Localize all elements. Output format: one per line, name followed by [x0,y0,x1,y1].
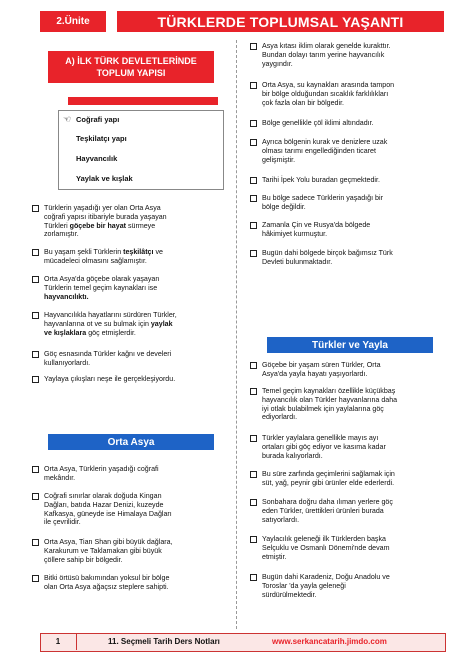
checkbox-bullet-icon [250,435,257,442]
text-line: kullanıyorlardı. [44,358,91,367]
list-item [250,434,450,460]
text-line: olması tarımı engellediğinden ticaret [262,146,376,155]
course-title: 11. Seçmeli Tarih Ders Notları [108,637,220,646]
section-a-heading-line1: A) İLK TÜRK DEVLETLERİNDE [65,56,197,66]
checkbox-bullet-icon [250,177,257,184]
list-item [250,221,450,239]
text-line: coğrafi yapısı itibariyle burada yaşayan [44,212,167,221]
text-line: bölge değildir. [262,202,306,211]
text-line: Temel geçim kaynakları özellikle küçükbaş [262,387,396,395]
list-item [250,361,450,379]
text-line: hâkimiyet kurmuştur. [262,229,328,238]
checkbox-bullet-icon [250,82,257,89]
text-line: Orta Asya, su kaynakları arasında tampon [262,81,395,89]
list-item [32,248,232,266]
text-line: Orta Asya, Tian Shan gibi büyük dağlara, [44,538,173,546]
checkbox-bullet-icon [32,249,39,256]
text-line: iyi otlak bulabilmek için yaylalarına göç [262,404,384,413]
list-item [32,204,232,239]
text-line: Dağları, batıda Hazar Denizi, kuzeyde [44,500,164,509]
website-link[interactable]: www.serkancatarih.jimdo.com [272,637,387,646]
list-item [32,492,232,527]
checkbox-bullet-icon [32,466,39,473]
text-line: Sonbahara doğru daha ılıman yerlere göç [262,498,393,506]
list-item [250,387,450,422]
text-line: Bundan dolayı tarım yerine hayvancılık [262,50,385,59]
text-line: Asya kıtası iklim olarak genelde kurakttır. [262,42,391,50]
text-line: Göç esnasında Türkler kağnı ve develeri [44,350,172,358]
text-line: ortaları gibi göç ediyor ve kasıma kadar [262,442,386,451]
text-line: Bu yaşam şekli Türklerin teşkilâtçı ve [44,248,163,256]
text-line: Bugün dahi Karadeniz, Doğu Anadolu ve [262,573,390,581]
checkbox-bullet-icon [250,471,257,478]
text-line: Zamanla Çin ve Rusya'da bölgede [262,221,371,229]
text-line: eden Türkler, ürettikleri ürünleri burada [262,506,384,515]
checkbox-bullet-icon [32,351,39,358]
topic-list-box [58,110,224,190]
list-item [250,81,450,107]
text-line: Bu süre zarfında geçimlerini sağlamak için [262,470,395,478]
pointing-hand-icon: ☜ [63,114,72,124]
checkbox-bullet-icon [32,493,39,500]
checkbox-bullet-icon [250,120,257,127]
text-line: Göçebe bir yaşam süren Türkler, Orta [262,361,381,369]
text-line: Hayvancılıkla hayatlarını sürdüren Türkler, [44,311,177,319]
list-item [250,194,450,212]
text-line: gelişmiştir. [262,155,296,164]
column-divider [236,40,237,629]
checkbox-bullet-icon [250,139,257,146]
checkbox-bullet-icon [32,575,39,582]
list-item [32,375,232,384]
text-line: bir bölge olduğundan sıcaklık farklılıkları [262,89,389,98]
checkbox-bullet-icon [250,388,257,395]
section-a-heading-line2: TOPLUM YAPISI [96,68,166,78]
list-item [250,249,450,267]
text-line: Bu bölge sadece Türklerin yaşadığı bir [262,194,383,202]
text-line: çok fazla olan bir bölgedir. [262,98,345,107]
text-line: Karakurum ve Taklamakan gibi büyük [44,546,162,555]
text-line: Türklerin temel geçim kaynakları ise [44,283,158,292]
text-line: çöllere sahip bir bölgedir. [44,555,123,564]
text-line: süt, yağ, peynir gibi ürünler elde ederlerdi. [262,478,395,487]
list-item [250,176,450,185]
list-item [250,42,450,68]
list-item [250,498,450,524]
text-line: hayvancılıktı. [44,292,89,301]
text-line: Ayrıca bölgenin kurak ve denizlere uzak [262,138,388,146]
text-line: Türkler yaylalara genellikle mayıs ayı [262,434,379,442]
section-yayla-heading: Türkler ve Yayla [267,337,433,353]
text-line: ile çevrilidir. [44,518,81,527]
checkbox-bullet-icon [250,574,257,581]
text-line: Toroslar 'da yayla geleneği [262,581,346,590]
list-item [250,119,450,128]
text-line: mücadeleci olmasını sağlamıştır. [44,256,147,265]
list-item [32,350,232,368]
text-line: burada kalıyorlardı. [262,451,323,460]
list-item [32,465,232,483]
topic-item: Coğrafi yapı [76,115,120,124]
text-line: Coğrafi sınırlar olarak doğuda Kingan [44,492,162,500]
text-line: yaygındır. [262,59,293,68]
checkbox-bullet-icon [250,250,257,257]
checkbox-bullet-icon [32,312,39,319]
text-line: Tarihi İpek Yolu buradan geçmektedir. [262,176,380,184]
text-line: olan Orta Asya ağaçsız steplere sahipti. [44,582,169,591]
checkbox-bullet-icon [32,539,39,546]
checkbox-bullet-icon [250,222,257,229]
section-a-heading [48,51,214,83]
text-line: Yaylacılık geleneği ilk Türklerden başka [262,535,386,543]
list-item [32,574,232,592]
checkbox-bullet-icon [250,43,257,50]
text-line: Orta Asya'da göçebe olarak yaşayan [44,275,160,283]
text-line: hayvancılık olan Türkler hayvanlarına daha [262,395,398,404]
checkbox-bullet-icon [250,499,257,506]
text-line: Asya'da yayla hayatı yaşıyorlardı. [262,369,368,378]
topic-item: Yaylak ve kışlak [76,174,133,183]
list-item [32,538,232,564]
page-title: TÜRKLERDE TOPLUMSAL YAŞANTI [117,11,444,32]
text-line: satıyorlardı. [262,515,300,524]
checkbox-bullet-icon [32,205,39,212]
text-line: sürdürülmektedir. [262,590,317,599]
list-item [32,275,232,301]
checkbox-bullet-icon [250,362,257,369]
text-line: etmiştir. [262,552,287,561]
text-line: ediyorlardı. [262,413,298,422]
list-item [250,138,450,164]
text-line: Selçuklu ve Osmanlı Dönemi'nde devam [262,543,390,552]
topic-item: Hayvancılık [76,154,118,163]
page-number: 1 [40,633,77,650]
list-item [32,311,232,337]
text-line: Devleti bulunmaktadır. [262,257,333,266]
text-line: mekândır. [44,473,76,482]
toc-header-bar [68,97,218,105]
section-orta-asya-heading: Orta Asya [48,434,214,450]
text-line: Türkleri göçebe bir hayat sürmeye [44,221,156,230]
text-line: hayvanlarına ot ve su bulmak için yaylak [44,319,173,328]
text-line: Bugün dahi bölgede birçok bağımsız Türk [262,249,393,257]
text-line: Bölge genellikle çöl iklimi altındadır. [262,119,374,127]
unit-badge: 2.Ünite [40,11,106,32]
topic-item: Teşkilatçı yapı [76,134,127,143]
list-item [250,573,450,599]
list-item [250,470,450,488]
text-line: Kafkasya, güneyde ise Himalaya Dağları [44,509,172,518]
text-line: Bitki örtüsü bakımından yoksul bir bölge [44,574,170,582]
checkbox-bullet-icon [250,536,257,543]
list-item [250,535,450,561]
text-line: Orta Asya, Türklerin yaşadığı coğrafi [44,465,159,473]
checkbox-bullet-icon [32,276,39,283]
text-line: zorlamıştır. [44,230,79,239]
checkbox-bullet-icon [250,195,257,202]
text-line: ve kışlaklara göç etmişlerdir. [44,328,136,337]
checkbox-bullet-icon [32,376,39,383]
text-line: Türklerin yaşadığı yer olan Orta Asya [44,204,161,212]
text-line: Yaylaya çıkışları neşe ile gerçekleşiyordu. [44,375,176,383]
